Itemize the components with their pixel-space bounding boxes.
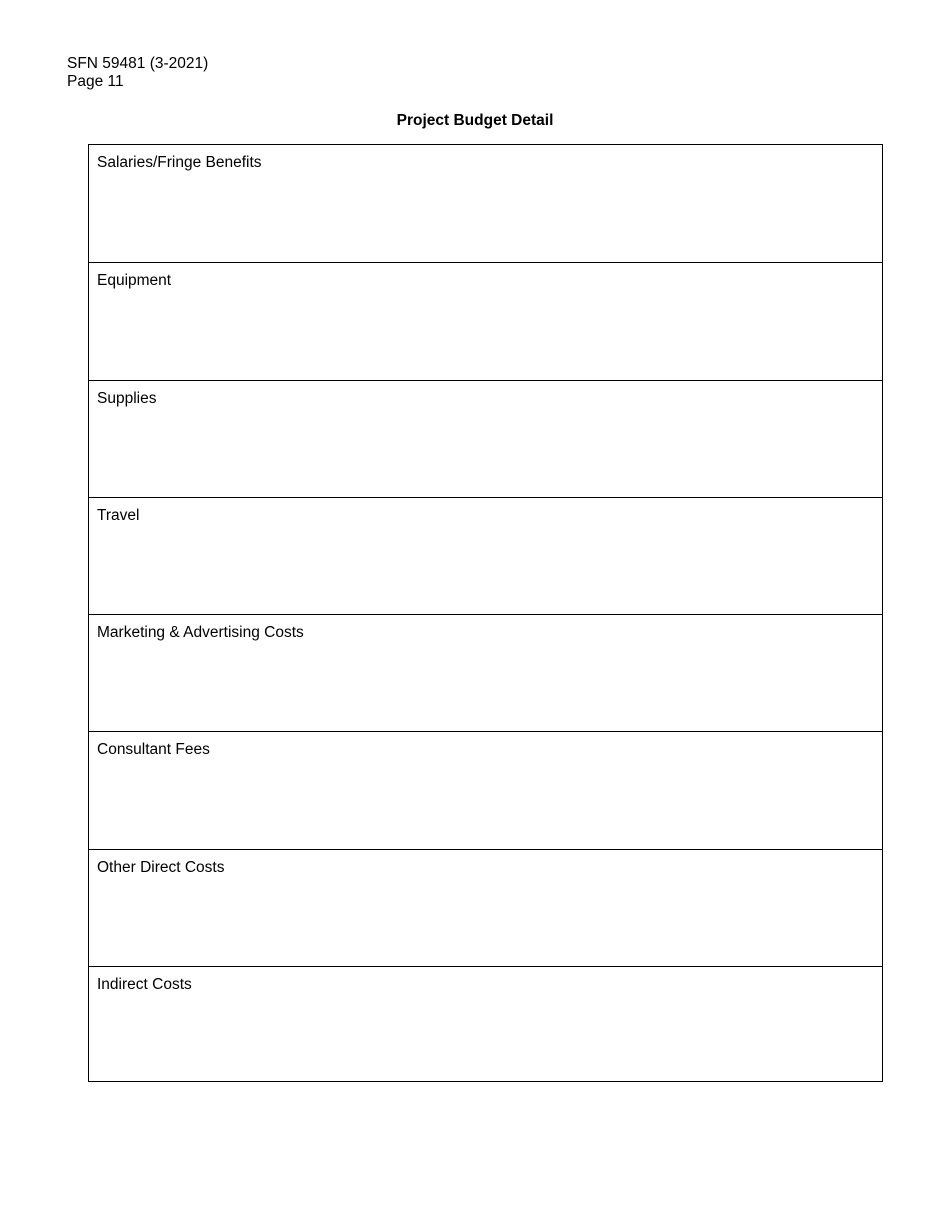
budget-row-other-direct-costs[interactable] (89, 849, 882, 966)
page-number: Page 11 (67, 73, 124, 90)
budget-row-label: Supplies (97, 389, 157, 407)
budget-row-label: Equipment (97, 272, 172, 290)
budget-row-label: Salaries/Fringe Benefits (97, 154, 262, 171)
budget-row-label: Other Direct Costs (97, 858, 225, 876)
budget-row-marketing[interactable] (89, 614, 882, 731)
budget-row-label: Marketing & Advertising Costs (97, 624, 304, 641)
budget-row-supplies[interactable] (89, 380, 882, 497)
form-number: SFN 59481 (3-2021) (67, 55, 209, 72)
page-title: Project Budget Detail (396, 112, 554, 129)
budget-row-label: Consultant Fees (97, 741, 210, 759)
budget-row-travel[interactable] (89, 497, 882, 614)
form-header (67, 55, 208, 91)
budget-row-equipment[interactable] (89, 262, 882, 379)
budget-row-label: Travel (97, 506, 140, 524)
budget-row-label: Indirect Costs (97, 975, 192, 993)
budget-table (88, 144, 883, 1082)
budget-row-consultant-fees[interactable] (89, 731, 882, 848)
budget-row-indirect-costs[interactable] (89, 966, 882, 1083)
budget-row-salaries[interactable] (89, 145, 882, 262)
